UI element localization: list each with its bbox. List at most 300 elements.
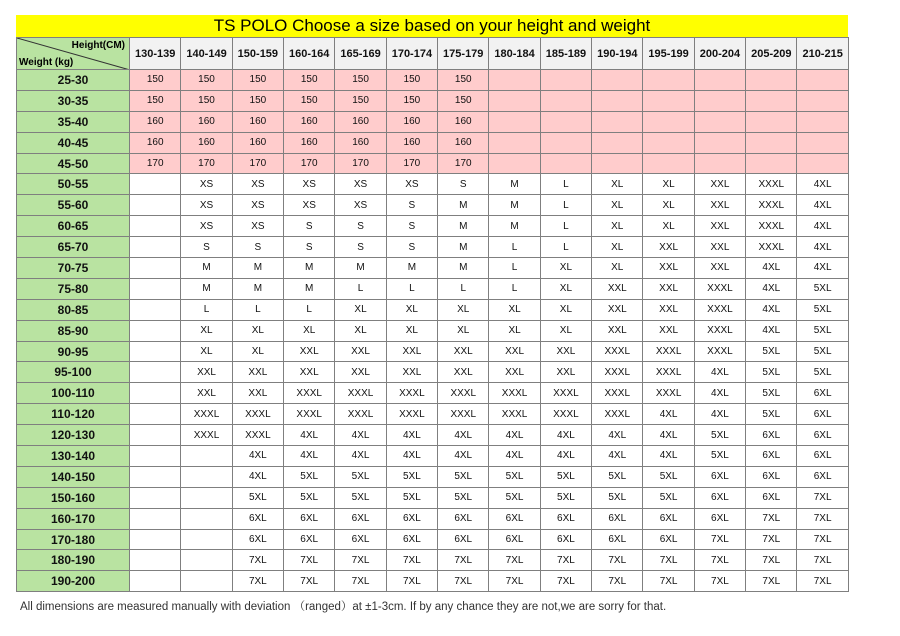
- size-cell: 7XL: [797, 529, 848, 550]
- size-cell: 7XL: [438, 571, 489, 592]
- weight-range-label: 110-120: [17, 404, 130, 425]
- size-cell: 7XL: [335, 571, 386, 592]
- size-cell: L: [540, 174, 591, 195]
- size-cell: 5XL: [386, 466, 437, 487]
- size-cell: XXXL: [438, 383, 489, 404]
- size-chart-table: [16, 37, 849, 592]
- size-cell: XS: [284, 195, 335, 216]
- size-cell: L: [489, 278, 540, 299]
- size-cell: 150: [181, 70, 232, 91]
- size-cell: [643, 90, 694, 111]
- size-cell: XL: [592, 237, 643, 258]
- size-cell: 6XL: [540, 508, 591, 529]
- weight-range-label: 50-55: [17, 174, 130, 195]
- table-row: [17, 278, 849, 299]
- size-cell: XXL: [540, 362, 591, 383]
- size-cell: 6XL: [540, 529, 591, 550]
- size-cell: XS: [232, 174, 283, 195]
- size-cell: 4XL: [797, 237, 848, 258]
- table-row: [17, 299, 849, 320]
- size-cell: 4XL: [438, 446, 489, 467]
- size-cell: XXL: [592, 320, 643, 341]
- weight-range-label: 25-30: [17, 70, 130, 91]
- height-range-header: 180-184: [489, 38, 540, 70]
- size-cell: XXXL: [592, 383, 643, 404]
- size-cell: 6XL: [284, 529, 335, 550]
- weight-range-label: 40-45: [17, 132, 130, 153]
- corner-header: [17, 38, 130, 70]
- size-cell: 4XL: [232, 446, 283, 467]
- size-cell: 4XL: [746, 299, 797, 320]
- size-cell: 7XL: [592, 550, 643, 571]
- size-cell: XL: [489, 320, 540, 341]
- size-cell: XXXL: [592, 404, 643, 425]
- size-cell: XS: [232, 195, 283, 216]
- size-cell: 5XL: [797, 362, 848, 383]
- size-cell: [181, 529, 232, 550]
- height-range-header: 205-209: [746, 38, 797, 70]
- size-cell: 7XL: [540, 550, 591, 571]
- size-cell: [643, 153, 694, 174]
- size-cell: 170: [284, 153, 335, 174]
- height-header-row: [17, 38, 849, 70]
- weight-axis-label: Weight (kg): [19, 57, 74, 68]
- table-row: [17, 529, 849, 550]
- height-range-header: 130-139: [130, 38, 181, 70]
- table-row: [17, 216, 849, 237]
- size-cell: S: [335, 216, 386, 237]
- size-cell: 170: [181, 153, 232, 174]
- size-cell: 5XL: [643, 487, 694, 508]
- size-cell: 4XL: [746, 258, 797, 279]
- size-cell: 7XL: [797, 571, 848, 592]
- size-cell: 7XL: [746, 550, 797, 571]
- size-cell: L: [540, 195, 591, 216]
- size-cell: [130, 341, 181, 362]
- size-cell: 4XL: [694, 383, 745, 404]
- size-cell: XXXL: [540, 404, 591, 425]
- size-cell: 150: [130, 90, 181, 111]
- weight-range-label: 95-100: [17, 362, 130, 383]
- size-cell: M: [386, 258, 437, 279]
- weight-range-label: 140-150: [17, 466, 130, 487]
- size-cell: [181, 571, 232, 592]
- size-cell: [130, 299, 181, 320]
- size-cell: XXXL: [181, 425, 232, 446]
- weight-range-label: 65-70: [17, 237, 130, 258]
- size-cell: XXXL: [232, 404, 283, 425]
- size-cell: XL: [386, 320, 437, 341]
- size-cell: 6XL: [386, 529, 437, 550]
- weight-range-label: 150-160: [17, 487, 130, 508]
- size-cell: 4XL: [540, 425, 591, 446]
- size-cell: [592, 70, 643, 91]
- size-cell: XXL: [643, 237, 694, 258]
- size-cell: 150: [335, 70, 386, 91]
- size-cell: [797, 153, 848, 174]
- size-cell: XS: [386, 174, 437, 195]
- size-cell: 7XL: [540, 571, 591, 592]
- size-cell: XL: [438, 299, 489, 320]
- size-cell: [694, 111, 745, 132]
- size-cell: XL: [284, 320, 335, 341]
- table-row: [17, 237, 849, 258]
- table-row: [17, 466, 849, 487]
- weight-range-label: 60-65: [17, 216, 130, 237]
- weight-range-label: 180-190: [17, 550, 130, 571]
- size-cell: 6XL: [489, 529, 540, 550]
- size-cell: 5XL: [335, 487, 386, 508]
- size-cell: XXXL: [746, 216, 797, 237]
- size-cell: XXL: [386, 341, 437, 362]
- size-cell: 5XL: [284, 487, 335, 508]
- size-cell: M: [284, 278, 335, 299]
- size-cell: XXXL: [746, 237, 797, 258]
- size-cell: 4XL: [643, 404, 694, 425]
- size-cell: XL: [335, 320, 386, 341]
- size-cell: 5XL: [489, 487, 540, 508]
- size-cell: XS: [284, 174, 335, 195]
- size-cell: 150: [284, 70, 335, 91]
- size-cell: [694, 70, 745, 91]
- table-row: [17, 111, 849, 132]
- size-cell: [643, 70, 694, 91]
- size-cell: L: [386, 278, 437, 299]
- size-cell: XL: [592, 174, 643, 195]
- height-range-header: 200-204: [694, 38, 745, 70]
- size-cell: M: [438, 237, 489, 258]
- weight-range-label: 90-95: [17, 341, 130, 362]
- size-cell: [181, 446, 232, 467]
- size-cell: 7XL: [232, 571, 283, 592]
- size-cell: 150: [130, 70, 181, 91]
- size-cell: 6XL: [746, 466, 797, 487]
- size-cell: [130, 466, 181, 487]
- size-cell: 7XL: [489, 550, 540, 571]
- size-cell: M: [438, 258, 489, 279]
- size-cell: 4XL: [746, 320, 797, 341]
- size-cell: [130, 278, 181, 299]
- size-cell: L: [335, 278, 386, 299]
- size-cell: [746, 111, 797, 132]
- size-cell: 6XL: [232, 508, 283, 529]
- table-row: [17, 362, 849, 383]
- size-cell: [130, 550, 181, 571]
- size-cell: XL: [335, 299, 386, 320]
- size-cell: M: [438, 216, 489, 237]
- size-cell: XXXL: [181, 404, 232, 425]
- size-cell: [130, 195, 181, 216]
- size-cell: L: [284, 299, 335, 320]
- size-cell: 160: [438, 111, 489, 132]
- size-cell: XXXL: [438, 404, 489, 425]
- size-cell: 6XL: [694, 508, 745, 529]
- size-cell: XXXL: [386, 383, 437, 404]
- size-cell: 160: [232, 132, 283, 153]
- size-cell: XXL: [335, 341, 386, 362]
- size-cell: M: [335, 258, 386, 279]
- size-cell: [130, 320, 181, 341]
- size-cell: 4XL: [746, 278, 797, 299]
- size-cell: 150: [335, 90, 386, 111]
- size-cell: S: [386, 216, 437, 237]
- size-cell: 7XL: [797, 550, 848, 571]
- size-cell: 4XL: [335, 446, 386, 467]
- size-cell: XL: [232, 341, 283, 362]
- size-cell: [130, 571, 181, 592]
- size-cell: 160: [386, 111, 437, 132]
- size-cell: 5XL: [592, 487, 643, 508]
- size-cell: XXL: [540, 341, 591, 362]
- size-cell: 6XL: [746, 425, 797, 446]
- size-cell: 5XL: [284, 466, 335, 487]
- size-cell: [489, 70, 540, 91]
- size-cell: [540, 70, 591, 91]
- size-cell: XXXL: [592, 362, 643, 383]
- size-cell: [746, 70, 797, 91]
- size-cell: 170: [438, 153, 489, 174]
- size-cell: [643, 111, 694, 132]
- size-cell: 160: [284, 111, 335, 132]
- size-cell: 5XL: [694, 425, 745, 446]
- size-cell: 150: [438, 90, 489, 111]
- size-cell: M: [181, 278, 232, 299]
- size-cell: XL: [540, 320, 591, 341]
- size-cell: [130, 216, 181, 237]
- size-cell: 6XL: [489, 508, 540, 529]
- size-cell: 7XL: [746, 571, 797, 592]
- size-cell: 6XL: [797, 383, 848, 404]
- table-row: [17, 174, 849, 195]
- size-cell: XXL: [386, 362, 437, 383]
- size-cell: 160: [386, 132, 437, 153]
- size-cell: 150: [181, 90, 232, 111]
- table-row: [17, 550, 849, 571]
- size-cell: [797, 132, 848, 153]
- size-cell: XL: [592, 195, 643, 216]
- size-cell: L: [438, 278, 489, 299]
- size-cell: XXL: [232, 362, 283, 383]
- size-cell: XL: [181, 320, 232, 341]
- size-cell: 5XL: [335, 466, 386, 487]
- size-cell: 6XL: [746, 487, 797, 508]
- size-cell: [592, 111, 643, 132]
- size-cell: M: [489, 195, 540, 216]
- size-cell: 6XL: [592, 529, 643, 550]
- size-cell: 5XL: [746, 341, 797, 362]
- table-row: [17, 320, 849, 341]
- table-row: [17, 383, 849, 404]
- size-cell: [592, 132, 643, 153]
- size-cell: [489, 111, 540, 132]
- size-cell: 4XL: [797, 216, 848, 237]
- size-cell: 4XL: [643, 425, 694, 446]
- height-range-header: 165-169: [335, 38, 386, 70]
- size-cell: 150: [386, 70, 437, 91]
- chart-title: TS POLO Choose a size based on your height and weight: [16, 15, 848, 37]
- size-cell: 160: [130, 111, 181, 132]
- size-cell: 5XL: [746, 404, 797, 425]
- weight-range-label: 190-200: [17, 571, 130, 592]
- size-cell: 5XL: [694, 446, 745, 467]
- size-cell: 6XL: [797, 446, 848, 467]
- size-cell: [540, 153, 591, 174]
- size-cell: XS: [181, 216, 232, 237]
- height-axis-label: Height(CM): [71, 40, 125, 51]
- size-cell: [797, 90, 848, 111]
- size-cell: S: [386, 195, 437, 216]
- size-cell: XS: [232, 216, 283, 237]
- size-cell: XXL: [694, 258, 745, 279]
- size-cell: 6XL: [694, 487, 745, 508]
- size-cell: XS: [335, 195, 386, 216]
- table-row: [17, 153, 849, 174]
- size-cell: [540, 132, 591, 153]
- size-cell: 7XL: [694, 529, 745, 550]
- size-cell: XL: [540, 258, 591, 279]
- weight-range-label: 100-110: [17, 383, 130, 404]
- weight-range-label: 55-60: [17, 195, 130, 216]
- size-cell: 150: [232, 70, 283, 91]
- size-cell: 170: [232, 153, 283, 174]
- size-cell: XL: [643, 174, 694, 195]
- table-row: [17, 70, 849, 91]
- table-row: [17, 508, 849, 529]
- table-row: [17, 258, 849, 279]
- size-cell: 6XL: [284, 508, 335, 529]
- size-cell: L: [489, 258, 540, 279]
- size-cell: 4XL: [592, 425, 643, 446]
- size-cell: 160: [335, 132, 386, 153]
- size-cell: 5XL: [438, 487, 489, 508]
- size-cell: [489, 90, 540, 111]
- size-cell: 4XL: [797, 258, 848, 279]
- table-row: [17, 195, 849, 216]
- weight-range-label: 70-75: [17, 258, 130, 279]
- size-cell: 4XL: [694, 362, 745, 383]
- size-cell: XL: [592, 258, 643, 279]
- size-cell: S: [438, 174, 489, 195]
- size-cell: 6XL: [694, 466, 745, 487]
- size-cell: 5XL: [540, 487, 591, 508]
- weight-range-label: 130-140: [17, 446, 130, 467]
- size-cell: XXL: [232, 383, 283, 404]
- size-cell: XXL: [592, 299, 643, 320]
- size-cell: XS: [181, 174, 232, 195]
- size-cell: XS: [181, 195, 232, 216]
- size-cell: XXL: [284, 341, 335, 362]
- size-cell: 6XL: [335, 529, 386, 550]
- size-cell: L: [232, 299, 283, 320]
- size-cell: L: [540, 237, 591, 258]
- size-cell: XXXL: [643, 383, 694, 404]
- size-cell: 6XL: [438, 508, 489, 529]
- size-cell: [797, 70, 848, 91]
- size-cell: XL: [386, 299, 437, 320]
- size-cell: XL: [489, 299, 540, 320]
- size-cell: 160: [130, 132, 181, 153]
- size-cell: XXXL: [694, 341, 745, 362]
- size-cell: 6XL: [797, 425, 848, 446]
- size-cell: XXXL: [489, 404, 540, 425]
- size-cell: 7XL: [643, 571, 694, 592]
- size-cell: 150: [232, 90, 283, 111]
- size-cell: 4XL: [386, 425, 437, 446]
- size-cell: XXXL: [746, 195, 797, 216]
- size-cell: S: [232, 237, 283, 258]
- size-cell: S: [335, 237, 386, 258]
- size-cell: XXL: [643, 258, 694, 279]
- size-cell: [130, 174, 181, 195]
- size-cell: L: [489, 237, 540, 258]
- table-row: [17, 90, 849, 111]
- size-cell: 6XL: [592, 508, 643, 529]
- size-cell: 160: [232, 111, 283, 132]
- size-cell: 150: [386, 90, 437, 111]
- size-cell: [540, 111, 591, 132]
- size-cell: 4XL: [489, 446, 540, 467]
- size-cell: [181, 487, 232, 508]
- measurement-footnote: All dimensions are measured manually with deviation （ranged）at ±1-3cm. If by any chance they are not,we are sorry for that.: [20, 601, 667, 613]
- size-cell: [130, 425, 181, 446]
- size-cell: 160: [181, 132, 232, 153]
- size-cell: XXL: [643, 278, 694, 299]
- size-cell: 160: [284, 132, 335, 153]
- size-cell: 7XL: [335, 550, 386, 571]
- size-cell: [643, 132, 694, 153]
- size-cell: M: [489, 216, 540, 237]
- size-cell: 5XL: [746, 383, 797, 404]
- height-range-header: 185-189: [540, 38, 591, 70]
- size-cell: XXL: [181, 362, 232, 383]
- size-cell: [489, 132, 540, 153]
- size-cell: XL: [643, 195, 694, 216]
- table-row: [17, 571, 849, 592]
- size-cell: XXXL: [540, 383, 591, 404]
- size-cell: 5XL: [797, 299, 848, 320]
- size-cell: XXL: [181, 383, 232, 404]
- size-cell: 7XL: [797, 508, 848, 529]
- size-cell: M: [284, 258, 335, 279]
- size-cell: XXXL: [643, 362, 694, 383]
- size-cell: 4XL: [540, 446, 591, 467]
- size-cell: 170: [335, 153, 386, 174]
- size-cell: S: [284, 216, 335, 237]
- table-row: [17, 341, 849, 362]
- size-cell: XXXL: [643, 341, 694, 362]
- table-row: [17, 404, 849, 425]
- size-cell: 7XL: [694, 550, 745, 571]
- size-cell: [181, 466, 232, 487]
- size-cell: XXXL: [386, 404, 437, 425]
- size-cell: XXXL: [694, 299, 745, 320]
- size-cell: [592, 153, 643, 174]
- size-cell: XXL: [694, 195, 745, 216]
- size-cell: 4XL: [694, 404, 745, 425]
- size-cell: 6XL: [386, 508, 437, 529]
- size-cell: 4XL: [592, 446, 643, 467]
- size-cell: XL: [643, 216, 694, 237]
- height-range-header: 210-215: [797, 38, 848, 70]
- size-cell: XL: [181, 341, 232, 362]
- size-cell: XXL: [489, 362, 540, 383]
- weight-range-label: 120-130: [17, 425, 130, 446]
- size-cell: [130, 383, 181, 404]
- size-cell: XS: [335, 174, 386, 195]
- size-cell: [694, 90, 745, 111]
- size-cell: [130, 237, 181, 258]
- size-cell: [130, 446, 181, 467]
